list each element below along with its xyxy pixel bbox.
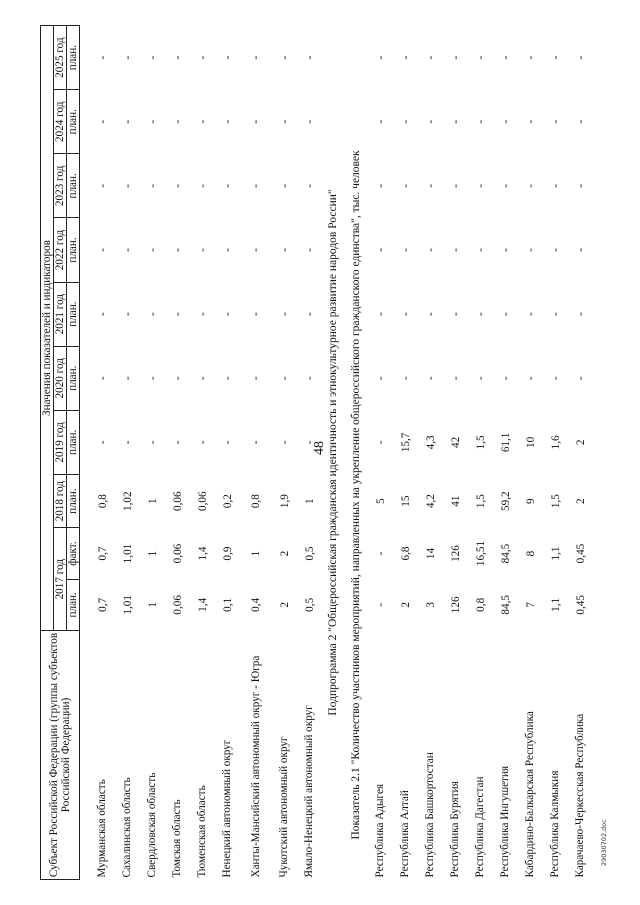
value-cell: - [250,312,262,316]
region-name: Ямало-Ненецкий автономный округ [303,705,315,878]
year-header: 2025 год [54,26,67,90]
value-cell: - [499,184,512,188]
value-cell: 0,45 [574,595,587,615]
value-cell: 61,1 [499,432,512,453]
region-name: Республика Дагестан [474,776,486,878]
value-cell: 1,6 [549,435,562,450]
year-header: 2021 год [54,282,67,346]
year-header: 2019 год [54,410,67,474]
table-row [240,26,272,880]
value-cell: 1,01 [121,595,134,615]
value-cell: - [424,376,437,381]
value-cell: 1,1 [549,546,562,561]
plan-label: план. [67,154,80,218]
value-cell: 1,5 [474,494,487,509]
value-cell: 126 [449,596,462,614]
table-row [393,26,418,880]
value-cell: - [303,312,316,316]
value-cell: - [449,312,462,316]
value-cell: 0,45 [574,543,587,564]
value-cell: 0,8 [96,494,109,509]
value-cell: - [278,55,291,60]
value-cell: 1 [146,602,159,608]
value-cell: - [278,119,291,124]
value-cell: - [278,248,291,252]
value-cell: - [474,184,487,188]
year-header: 2024 год [54,90,67,154]
value-cell: - [474,376,487,381]
value-cell: - [96,376,109,381]
value-cell: - [499,248,512,252]
value-cell: - [499,119,512,124]
value-cell: - [374,440,387,445]
value-cell: - [146,119,159,124]
value-cell: - [474,119,487,124]
value-cell: - [399,248,412,252]
value-cell: - [399,55,412,60]
value-cell: - [146,440,159,445]
plan-label: план. [67,410,80,474]
value-cell: 2 [278,602,291,608]
value-cell: - [250,248,262,252]
value-cell: - [196,440,209,445]
value-cell: - [374,551,387,556]
value-cell: - [250,184,262,188]
value-cell: 59,2 [499,491,512,511]
plan-label: план. [67,90,80,154]
table-header [41,26,80,880]
value-cell: - [374,312,387,316]
value-cell: - [96,248,109,252]
region-name: Карачаево-Черкесская Республика [574,713,586,878]
value-cell: - [171,119,184,124]
value-cell: 2 [574,498,587,504]
region-name: Тюменская область [196,785,208,878]
value-cell: - [574,184,587,188]
plan-label: план. [67,26,80,90]
value-cell: - [549,248,562,252]
value-cell: - [250,376,262,381]
value-cell: - [121,119,134,124]
rotated-table-page [40,25,600,880]
value-cell: - [574,376,587,381]
value-cell: - [171,440,184,445]
value-cell: 1 [303,498,316,504]
value-cell: - [424,184,437,188]
plan-label: план. [67,474,80,527]
value-cell: - [449,248,462,252]
value-cell: - [221,248,234,252]
value-cell: 1,01 [121,543,134,564]
value-cell: - [474,312,487,316]
value-cell: - [146,248,159,252]
value-cell: - [96,55,109,60]
plan-label: план. [67,579,80,630]
table-row [443,26,468,880]
value-cell: - [96,312,109,316]
value-cell: 0,7 [96,546,109,561]
region-name: Республика Ингушетия [499,765,511,878]
value-cell: - [524,376,537,381]
year-header: 2023 год [54,154,67,218]
value-cell: - [303,55,316,60]
year-header: 2018 год [54,474,67,527]
value-cell: - [171,184,184,188]
value-cell: - [121,55,134,60]
value-cell: - [303,184,316,188]
value-cell: 0,1 [221,597,234,612]
value-cell: - [278,440,291,445]
value-cell: - [499,376,512,381]
value-cell: - [424,312,437,316]
value-cell: 5 [374,498,387,504]
value-cell: - [221,55,234,60]
value-cell: - [196,312,209,316]
subprogram-row [322,26,344,880]
region-name: Томская область [171,799,183,878]
value-cell: 0,06 [171,595,184,615]
value-cell: 0,2 [221,494,234,509]
plan-label: план. [67,346,80,410]
table-row [468,26,493,880]
value-cell: - [146,376,159,381]
value-cell: - [278,184,291,188]
value-cell: - [250,119,262,124]
indicator-title: Показатель 2.1 "Количество участников мероприятий, направленных на укрепление общероссийского гражданского единства", тыс. человек [350,150,362,840]
table-body [80,26,594,880]
value-cell: - [96,440,109,445]
table-row [297,26,322,880]
value-cell: 0,9 [221,546,234,561]
value-cell: - [303,248,316,252]
value-cell: - [549,376,562,381]
value-cell: 1,1 [549,597,562,612]
value-cell: - [278,376,291,381]
value-cell: 42 [449,436,462,448]
value-cell: - [221,440,234,445]
value-cell: 84,5 [499,595,512,615]
year-header: 2022 год [54,218,67,282]
value-cell: - [524,119,537,124]
region-name: Чукотский автономный округ [278,736,290,878]
table-row [568,26,593,880]
value-cell: - [524,55,537,60]
year-header: 2020 год [54,346,67,410]
region-name: Республика Башкортостан [424,752,436,878]
table-row [140,26,165,880]
value-cell: - [549,55,562,60]
value-cell: - [399,312,412,316]
value-cell: - [399,376,412,381]
value-cell: - [221,376,234,381]
value-cell: - [449,376,462,381]
plan-label: план. [67,282,80,346]
value-cell: - [549,184,562,188]
value-cell: - [424,119,437,124]
value-cell: 16,51 [474,540,487,567]
value-cell: 1,5 [549,494,562,509]
year-header: 2017 год [54,528,67,631]
value-cell: - [549,312,562,316]
value-cell: - [121,376,134,381]
plan-label: план. [67,218,80,282]
value-cell: - [196,184,209,188]
value-cell: - [303,440,316,445]
table-row [418,26,443,880]
value-cell: 1,4 [196,546,209,561]
value-cell: 1,4 [196,597,209,612]
value-cell: - [96,119,109,124]
value-cell: 1,5 [474,435,487,450]
value-cell: - [221,119,234,124]
region-name: Кабардино-Балкарская Республика [524,711,536,878]
value-cell: - [574,312,587,316]
indicator-row [344,26,368,880]
value-cell: - [574,248,587,252]
table-row [90,26,115,880]
table-row [190,26,215,880]
fact-label: факт. [67,528,80,579]
value-cell: - [121,184,134,188]
value-cell: - [524,312,537,316]
value-cell: 0,5 [303,597,316,612]
value-cell: - [474,248,487,252]
region-name: Мурманская область [96,779,108,878]
value-cell: - [374,184,387,188]
region-name: Свердловская область [146,772,158,878]
region-name: Республика Адыгея [374,783,386,878]
value-cell: - [196,248,209,252]
region-name: Сахалинская область [121,777,133,878]
footer-code: 29030702.doc [600,819,608,866]
table-row [493,26,518,880]
value-cell: - [196,55,209,60]
value-cell: 84,5 [499,543,512,564]
value-cell: - [374,119,387,124]
value-cell: 41 [449,495,462,507]
table-row [215,26,240,880]
value-cell: 15,7 [399,432,412,453]
value-cell: - [250,440,262,445]
value-cell: 7 [524,602,537,608]
value-cell: - [303,376,316,381]
value-cell: - [524,184,537,188]
table-row [368,26,393,880]
value-cell: 10 [524,436,537,448]
value-cell: 1 [250,550,262,557]
region-name: Ненецкий автономный округ [221,739,233,878]
value-cell: 0,06 [196,491,209,511]
value-cell: - [146,55,159,60]
region-name: Республика Алтай [399,790,411,878]
value-cell: - [449,55,462,60]
value-cell: 6,8 [399,546,412,561]
value-cell: - [374,248,387,252]
subprogram-title: Подпрограмма 2 "Общероссийская гражданская идентичность и этнокультурное развитие народов России" [327,189,339,716]
value-cell: 1 [146,550,159,557]
value-cell: - [499,55,512,60]
value-cell: - [250,55,262,60]
value-cell: - [196,376,209,381]
value-cell: 0,8 [250,494,262,509]
value-cell: - [524,248,537,252]
region-name: Республика Калмыкия [549,770,561,878]
subject-column-header: Субъект Российской Федерации (группы субъектов Российской Федерации) [41,630,80,879]
value-cell: - [499,312,512,316]
value-cell: 126 [449,545,462,562]
value-cell: - [474,55,487,60]
value-cell: - [196,119,209,124]
value-cell: - [424,248,437,252]
region-name: Республика Бурятия [449,781,461,878]
value-cell: 1,02 [121,491,134,511]
value-cell: 4,2 [424,494,437,509]
value-cell: - [171,312,184,316]
table-row [518,26,543,880]
value-cell: 0,7 [96,597,109,612]
value-cell: - [221,312,234,316]
value-cell: 3 [424,602,437,608]
value-cell: 2 [399,602,412,608]
value-cell: - [121,312,134,316]
value-cell: - [399,119,412,124]
value-cell: 2 [574,439,587,446]
value-cell: - [449,119,462,124]
value-cell: - [171,55,184,60]
value-cell: 0,06 [171,543,184,564]
indicators-table [40,25,593,880]
table-row [543,26,568,880]
value-cell: - [121,248,134,252]
value-cell: 0,06 [171,491,184,511]
value-cell: 15 [399,495,412,507]
value-cell: - [171,376,184,381]
value-cell: - [549,119,562,124]
value-cell: - [278,312,291,316]
value-cell: 0,8 [474,597,487,612]
value-cell: - [146,312,159,316]
table-row [115,26,140,880]
value-cell: 0,4 [250,597,262,612]
value-cell: - [121,440,134,445]
table-row [272,26,297,880]
value-cell: 0,5 [303,546,316,561]
value-cell: - [303,119,316,124]
value-cell: 1 [146,498,159,504]
value-cell: - [374,376,387,381]
value-cell: - [399,184,412,188]
region-name: Ханты-Мансийский автономный округ - Югра [249,655,262,878]
value-cell: - [574,55,587,60]
value-cell: 4,3 [424,435,437,450]
table-row [165,26,190,880]
value-cell: 9 [524,498,537,504]
value-cell: - [221,184,234,188]
value-cell: 8 [524,550,537,557]
value-cell: - [374,55,387,60]
value-cell: - [96,184,109,188]
value-cell: 14 [424,547,437,560]
value-cell: 2 [278,550,291,557]
value-cell: - [449,184,462,188]
values-header: Значения показателей и индикаторов [41,26,54,631]
value-cell: 1,9 [278,494,291,509]
value-cell: - [171,248,184,252]
value-cell: - [146,184,159,188]
value-cell: - [574,119,587,124]
value-cell: - [374,602,387,607]
page-number: 48 [312,441,327,455]
value-cell: - [424,55,437,60]
